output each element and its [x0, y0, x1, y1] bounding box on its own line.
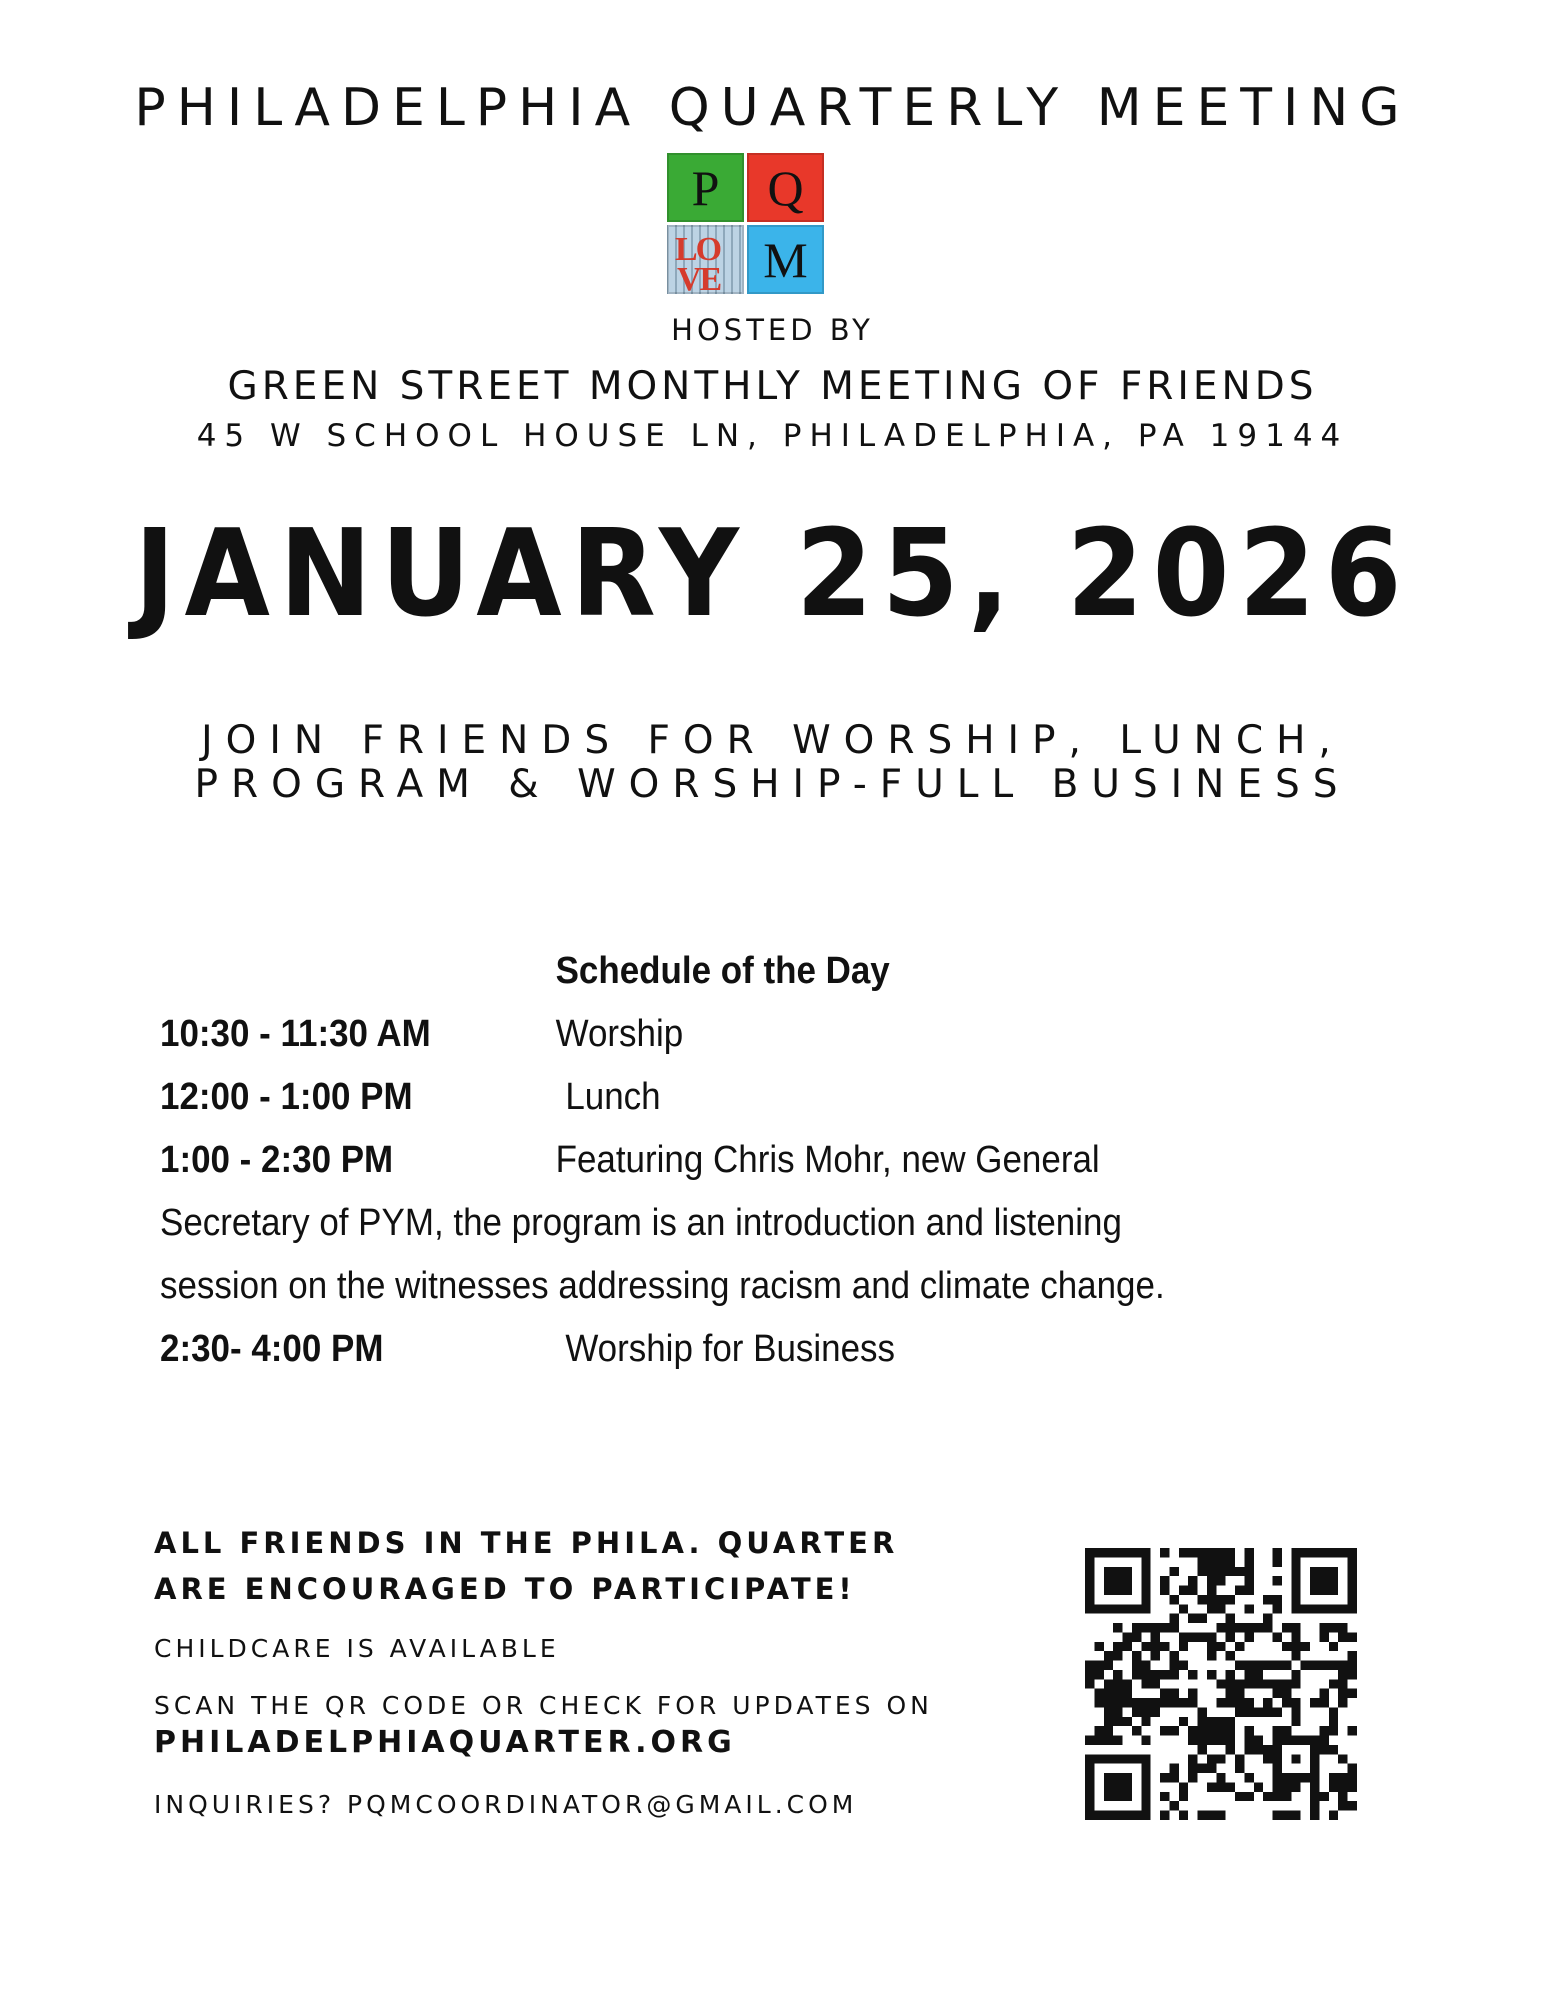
logo-tile-q: Q [747, 153, 824, 222]
event-date: JANUARY 25, 2026 [134, 505, 1411, 644]
schedule-time: 12:00 - 1:00 PM [160, 1076, 413, 1118]
inquiries-email[interactable]: INQUIRIES? PQMCOORDINATOR@GMAIL.COM [154, 1790, 858, 1819]
website-link[interactable]: PHILADELPHIAQUARTER.ORG [154, 1725, 736, 1760]
schedule-row [160, 1129, 1301, 1192]
childcare-note: CHILDCARE IS AVAILABLE [154, 1634, 560, 1663]
logo-tile-m: M [747, 225, 824, 294]
tagline-line-1: JOIN FRIENDS FOR WORSHIP, LUNCH, [201, 718, 1344, 763]
host-meeting-name: GREEN STREET MONTHLY MEETING OF FRIENDS [227, 364, 1318, 409]
hosted-by-label: HOSTED BY [671, 313, 874, 347]
program-description-line-2: session on the witnesses addressing racism and climate change. [160, 1265, 1165, 1307]
org-title: PHILADELPHIA QUARTERLY MEETING [134, 78, 1411, 138]
logo-tile-p: P [667, 153, 744, 222]
logo-tile-love [667, 225, 744, 294]
schedule-time: 2:30- 4:00 PM [160, 1328, 384, 1370]
schedule-row [160, 1066, 1301, 1129]
schedule-section [160, 940, 1301, 1381]
schedule-activity: Worship [555, 1013, 684, 1055]
schedule-activity: Worship for Business [555, 1328, 895, 1370]
program-description-line-1: Secretary of PYM, the program is an introduction and listening [160, 1202, 1122, 1244]
schedule-time: 1:00 - 2:30 PM [160, 1139, 394, 1181]
encourage-line-1: ALL FRIENDS IN THE PHILA. QUARTER [154, 1526, 899, 1560]
schedule-activity: Featuring Chris Mohr, new General [555, 1139, 1100, 1181]
tagline-line-2: PROGRAM & WORSHIP-FULL BUSINESS [194, 762, 1351, 807]
love-sculpture-bottom: VE [677, 261, 721, 294]
pqm-logo [667, 153, 824, 294]
love-sculpture-top: LO [675, 231, 721, 268]
schedule-activity: Lunch [555, 1076, 661, 1118]
encourage-line-2: ARE ENCOURAGED TO PARTICIPATE! [154, 1572, 856, 1606]
schedule-time: 10:30 - 11:30 AM [160, 1013, 431, 1055]
schedule-row [160, 1318, 1301, 1381]
host-address: 45 W SCHOOL HOUSE LN, PHILADELPHIA, PA 19144 [196, 418, 1349, 454]
qr-code-icon[interactable] [1085, 1548, 1357, 1820]
scan-instructions: SCAN THE QR CODE OR CHECK FOR UPDATES ON [154, 1691, 933, 1720]
schedule-row [160, 1003, 1301, 1066]
footer-info [154, 1520, 933, 1819]
schedule-heading: Schedule of the Day [555, 950, 890, 992]
